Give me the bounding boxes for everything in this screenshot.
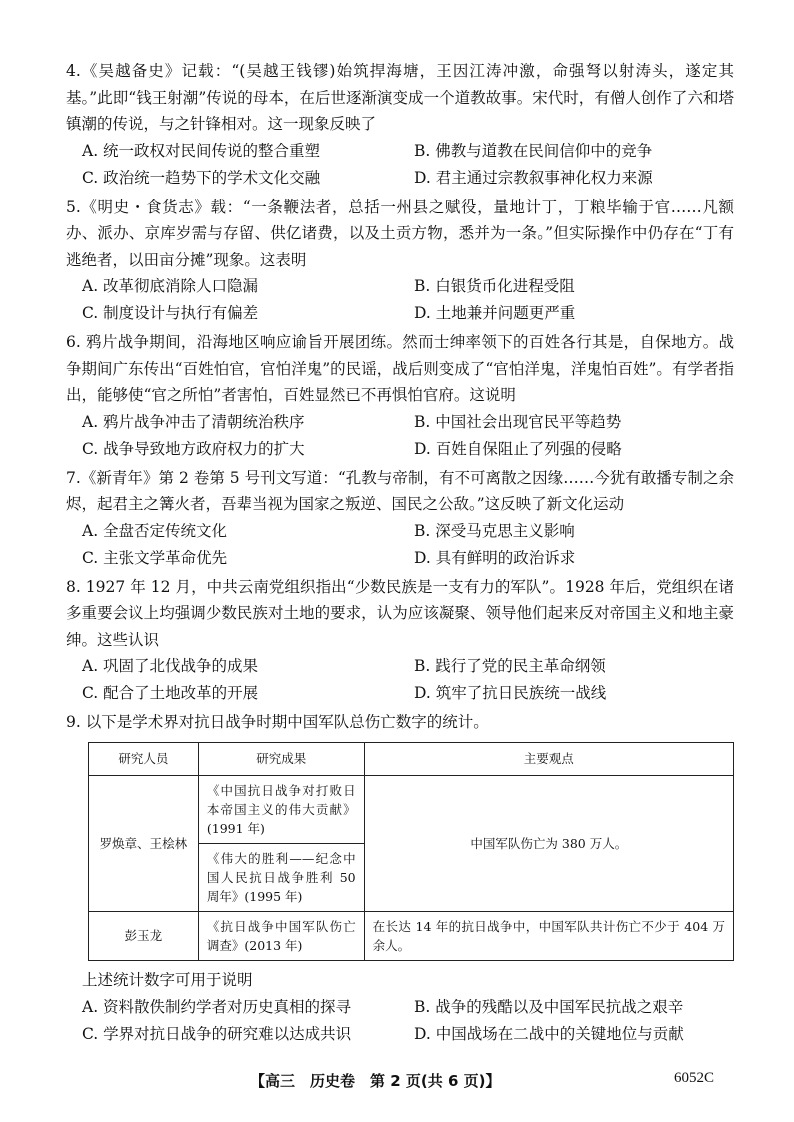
page-number-label: 【高三 历史卷 第 2 页(共 6 页)】 bbox=[250, 1072, 501, 1090]
question-stem: 5.《明史・食货志》载：“一条鞭法者，总括一州县之赋役，量地计丁，丁粮毕输于官……凡额办、派办、京库岁需与存留、供亿诸费，以及土贡方物，悉并为一条。”但实际操作中仍存在“丁有逃绝者，以田亩分摊”现象。这表明 bbox=[66, 197, 734, 269]
option-a[interactable]: A. 巩固了北伐战争的成果 bbox=[82, 657, 259, 675]
options bbox=[82, 994, 734, 1048]
question-5 bbox=[66, 194, 734, 328]
exam-page bbox=[66, 58, 734, 1048]
question-stem: 6. 鸦片战争期间，沿海地区响应谕旨开展团练。然而士绅率领下的百姓各行其是，自保地方。战争期间广东传出“百姓怕官，官怕洋鬼”的民谣，战后则变成了“官怕洋鬼，洋鬼怕百姓”。有学者指出，能够使“官之所怕”者害怕，百姓显然已不再惧怕官府。这说明 bbox=[66, 333, 734, 404]
option-d[interactable]: D. 百姓自保阻止了列强的侵略 bbox=[414, 439, 622, 458]
option-c[interactable]: C. 主张文学革命优先 bbox=[82, 548, 228, 567]
question-8 bbox=[66, 574, 734, 708]
option-b[interactable]: B. 白银货币化进程受阻 bbox=[414, 277, 575, 295]
question-stem: 9. 以下是学术界对抗日战争时期中国军队总伤亡数字的统计。 bbox=[66, 713, 489, 731]
option-d[interactable]: D. 筑牢了抗日民族统一战线 bbox=[414, 684, 607, 702]
option-b[interactable]: B. 深受马克思主义影响 bbox=[414, 521, 575, 540]
options bbox=[82, 273, 734, 327]
question-6 bbox=[66, 329, 734, 463]
table-row bbox=[89, 775, 734, 843]
casualty-statistics-table bbox=[88, 742, 734, 961]
table-cell-work: 《抗日战争中国军队伤亡调查》(2013 年) bbox=[198, 911, 364, 960]
table-header: 主要观点 bbox=[364, 742, 733, 775]
option-a[interactable]: A. 鸦片战争冲击了清朝统治秩序 bbox=[82, 412, 305, 431]
table-cell-work: 《中国抗日战争对打败日本帝国主义的伟大贡献》(1991 年) bbox=[198, 775, 364, 843]
option-c[interactable]: C. 配合了土地改革的开展 bbox=[82, 684, 259, 702]
question-stem: 7.《新青年》第 2 卷第 5 号刊文写道：“孔教与帝制，有不可离散之因缘……今犹有敢播专制之余烬，起君主之篝火者，吾辈当视为国家之叛逆、国民之公敌。”这反映了新文化运动 bbox=[66, 468, 734, 513]
option-d[interactable]: D. 土地兼并问题更严重 bbox=[414, 304, 576, 322]
option-c[interactable]: C. 战争导致地方政府权力的扩大 bbox=[82, 439, 305, 458]
option-d[interactable]: D. 中国战场在二战中的关键地位与贡献 bbox=[414, 1024, 684, 1043]
question-prompt: 上述统计数字可用于说明 bbox=[82, 970, 253, 989]
options bbox=[82, 653, 734, 707]
question-stem: 4.《吴越备史》记载：“(吴越王钱镠)始筑捍海塘，王因江涛冲激，命强弩以射涛头，遂定其基。”此即“钱王射潮”传说的母本，在后世逐渐演变成一个道教故事。宋代时，有僧人创作了六和塔镇潮的传说，与之针锋相对。这一现象反映了 bbox=[66, 62, 734, 133]
table-cell-researcher: 彭玉龙 bbox=[89, 911, 199, 960]
question-9 bbox=[66, 709, 734, 1048]
table-header: 研究成果 bbox=[198, 742, 364, 775]
options bbox=[82, 518, 734, 572]
option-a[interactable]: A. 资料散佚制约学者对历史真相的探寻 bbox=[82, 997, 352, 1016]
question-stem: 8. 1927 年 12 月，中共云南党组织指出“少数民族是一支有力的军队”。1928 年后，党组织在诸多重要会议上均强调少数民族对土地的要求，认为应该凝聚、领导他们起来反对帝国主义和地主豪绅。这些认识 bbox=[66, 577, 734, 649]
table-row bbox=[89, 911, 734, 960]
question-4 bbox=[66, 58, 734, 192]
option-b[interactable]: B. 佛教与道教在民间信仰中的竞争 bbox=[414, 141, 653, 160]
paper-code: 6052C bbox=[674, 1070, 715, 1086]
option-b[interactable]: B. 践行了党的民主革命纲领 bbox=[414, 657, 606, 675]
page-footer bbox=[0, 1070, 794, 1094]
option-b[interactable]: B. 中国社会出现官民平等趋势 bbox=[414, 412, 622, 431]
option-c[interactable]: C. 学界对抗日战争的研究难以达成共识 bbox=[82, 1024, 352, 1043]
options bbox=[82, 138, 734, 192]
table-cell-researcher: 罗焕章、王桧林 bbox=[89, 775, 199, 911]
table-cell-view: 中国军队伤亡为 380 万人。 bbox=[364, 775, 733, 911]
table-cell-work: 《伟大的胜利——纪念中国人民抗日战争胜利 50 周年》(1995 年) bbox=[198, 843, 364, 911]
option-a[interactable]: A. 统一政权对民间传说的整合重塑 bbox=[82, 141, 321, 160]
option-a[interactable]: A. 改革彻底消除人口隐漏 bbox=[82, 277, 259, 295]
option-c[interactable]: C. 政治统一趋势下的学术文化交融 bbox=[82, 168, 321, 187]
option-a[interactable]: A. 全盘否定传统文化 bbox=[82, 521, 228, 540]
option-d[interactable]: D. 君主通过宗教叙事神化权力来源 bbox=[414, 168, 653, 187]
table-header: 研究人员 bbox=[89, 742, 199, 775]
option-d[interactable]: D. 具有鲜明的政治诉求 bbox=[414, 548, 576, 567]
option-b[interactable]: B. 战争的残酷以及中国军民抗战之艰辛 bbox=[414, 997, 684, 1016]
table-header-row bbox=[89, 742, 734, 775]
table-cell-view: 在长达 14 年的抗日战争中，中国军队共计伤亡不少于 404 万余人。 bbox=[364, 911, 733, 960]
question-7 bbox=[66, 465, 734, 572]
option-c[interactable]: C. 制度设计与执行有偏差 bbox=[82, 304, 259, 322]
options bbox=[82, 409, 734, 463]
